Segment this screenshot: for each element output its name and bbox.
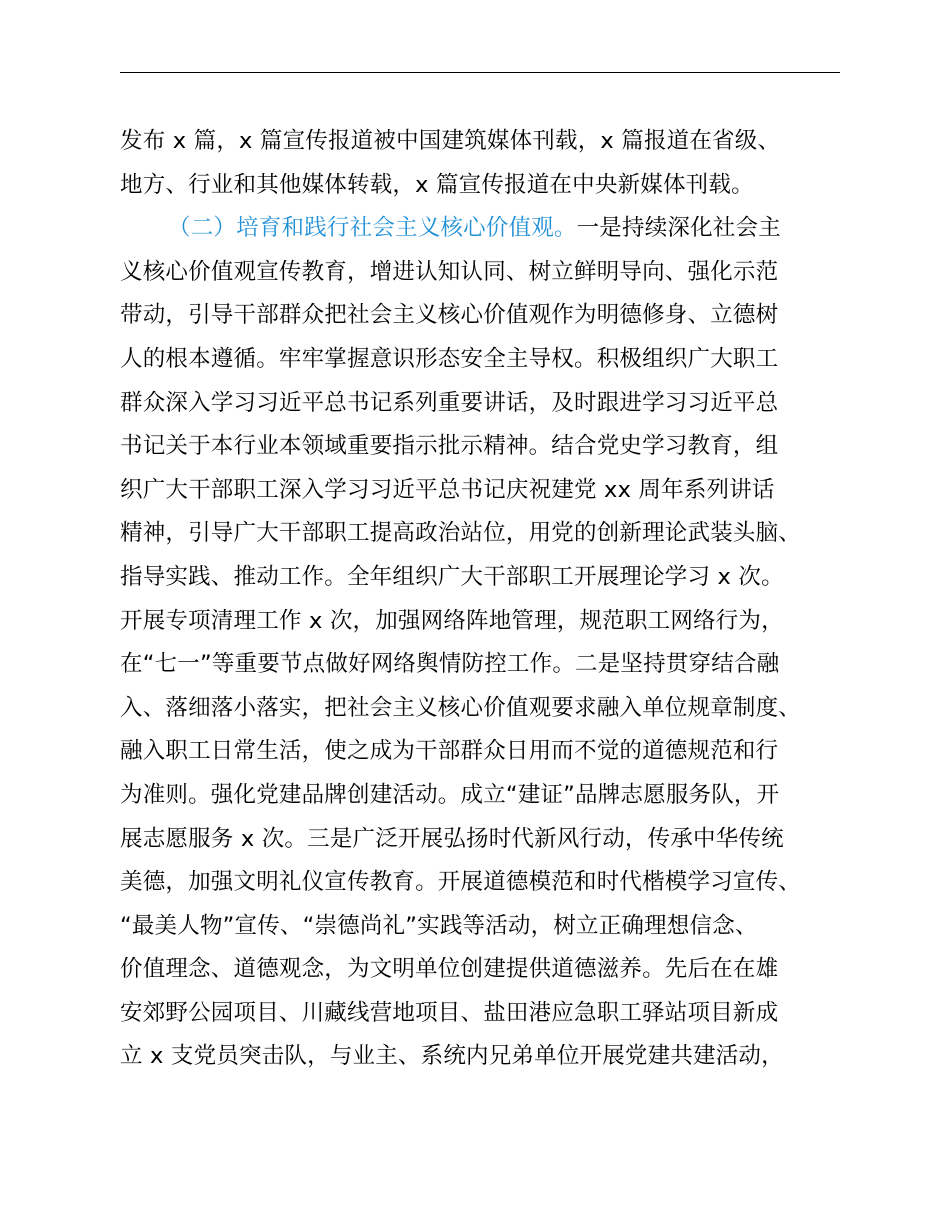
text-line: 人的根本遵循。牢牢掌握意识形态安全主导权。积极组织广大职工 [120, 345, 779, 372]
text-line: 发布 x 篇，x 篇宣传报道被中国建筑媒体刊载，x 篇报道在省级、 [120, 128, 781, 154]
section-heading: （二）培育和践行社会主义核心价值观。 [168, 215, 577, 242]
text-line: 美德，加强文明礼仪宣传教育。开展道德模范和时代楷模学习宣传、 [120, 869, 802, 896]
text-line: 带动，引导干部群众把社会主义核心价值观作为明德修身、立德树 [120, 302, 779, 329]
text-line: “最美人物”宣传、“崇德尚礼”实践等活动，树立正确理想信念、 [120, 912, 758, 939]
text-line: 立 x 支党员突击队，与业主、系统内兄弟单位开展党建共建活动， [120, 1043, 784, 1070]
text-line: 地方、行业和其他媒体转载，x 篇宣传报道在中央新媒体刊载。 [120, 171, 754, 198]
text-line: 展志愿服务 x 次。三是广泛开展弘扬时代新风行动，传承中华传统 [120, 825, 784, 852]
text-line: 在“七一”等重要节点做好网络舆情防控工作。二是坚持贯穿结合融 [120, 651, 780, 678]
text-line: 融入职工日常生活，使之成为干部群众日用而不觉的道德规范和行 [120, 738, 779, 765]
text-line: 织广大干部职工深入学习习近平总书记庆祝建党 xx 周年系列讲话 [120, 476, 775, 503]
section-paragraph-start [120, 207, 860, 251]
body-text [120, 120, 860, 1079]
text-line: 群众深入学习习近平总书记系列重要讲话，及时跟进学习习近平总 [120, 389, 779, 416]
text-line: 为准则。强化党建品牌创建活动。成立“建证”品牌志愿服务队，开 [120, 781, 780, 808]
text-line: 一是持续深化社会主 [576, 215, 781, 242]
text-line: 义核心价值观宣传教育，增进认知认同、树立鲜明导向、强化示范 [120, 258, 779, 285]
header-rule [120, 72, 840, 73]
text-line: 指导实践、推动工作。全年组织广大干部职工开展理论学习 x 次。 [120, 563, 784, 590]
text-line: 入、落细落小落实，把社会主义核心价值观要求融入单位规章制度、 [120, 694, 802, 721]
text-line: 安郊野公园项目、川藏线营地项目、盐田港应急职工驿站项目新成 [120, 999, 779, 1026]
text-line: 开展专项清理工作 x 次，加强网络阵地管理，规范职工网络行为， [120, 607, 784, 634]
text-line: 精神，引导广大干部职工提高政治站位，用党的创新理论武装头脑、 [120, 520, 802, 547]
text-line: 价值理念、道德观念，为文明单位创建提供道德滋养。先后在在雄 [120, 956, 779, 983]
text-line: 书记关于本行业本领域重要指示批示精神。结合党史学习教育，组 [120, 433, 779, 460]
